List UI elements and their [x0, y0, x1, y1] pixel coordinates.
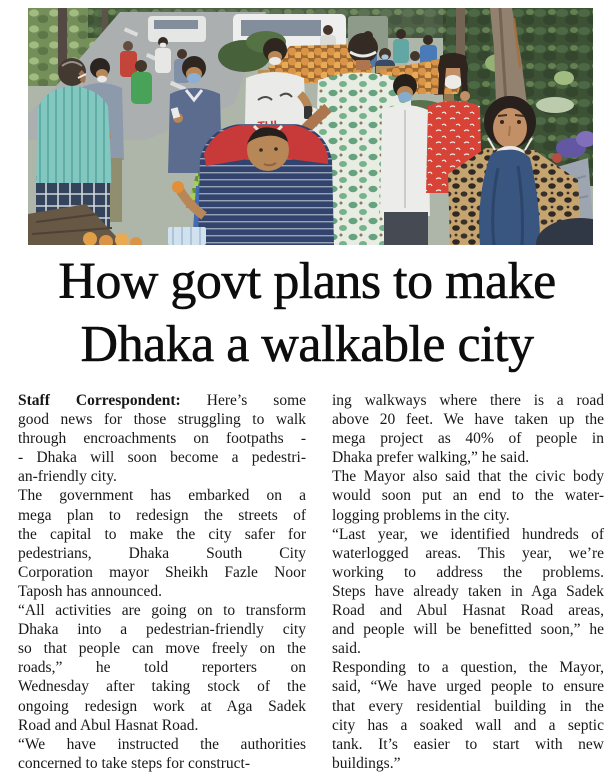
news-photo-svg	[28, 8, 593, 245]
article-line: buildings.”	[332, 754, 401, 772]
article-line: good news for those struggling to walk	[18, 411, 306, 429]
byline-bold: Staff Correspondent:	[18, 392, 181, 409]
article-line: that every residential building in the	[332, 697, 604, 715]
article-line: mega project as 40% of people in	[332, 430, 604, 448]
article-line: city has a soaked wall and a septic	[332, 716, 604, 734]
article-line: “Last year, we identified hundreds of	[332, 525, 604, 543]
article-line: Taposh has announced.	[18, 582, 162, 600]
article-line: and people will be benefitted soon,” he	[332, 621, 604, 639]
article-line: ongoing redesign work at Aga Sadek	[18, 697, 306, 715]
article-line: Road and Abul Hasnat Road areas,	[332, 602, 604, 620]
article-line: Staff Correspondent: Here’s some	[18, 392, 307, 409]
article-line: Responding to a question, the Mayor,	[332, 659, 604, 677]
article-line: mega plan to redesign the streets of	[18, 506, 306, 524]
article-line: Steps have already taken in Aga Sadek	[332, 582, 604, 600]
article-line: The Mayor also said that the civic body	[332, 468, 604, 486]
article-line: said.	[332, 640, 361, 658]
article-line: tank. It’s easier to start with new	[332, 735, 604, 753]
article-line: Road and Abul Hasnat Road.	[18, 716, 199, 734]
article-line: ing walkways where there is a road	[332, 392, 604, 409]
article-line: Wednesday after taking stock of the	[18, 678, 306, 696]
article-line: Dhaka into a pedestrian-friendly city	[18, 621, 306, 639]
article-line: said, “We have urged people to ensure	[332, 678, 604, 696]
article-line: roads,” he told reporters on	[18, 659, 306, 677]
headline-line-1: How govt plans to make	[58, 253, 556, 310]
article-line: “All activities are going on to transform	[18, 602, 306, 620]
article-line: The government has embarked on a	[18, 487, 306, 505]
article-line: waterlogged areas. This year, we’re	[332, 544, 604, 562]
article-line: working to address the problems.	[332, 563, 604, 581]
article-line: Corporation mayor Sheikh Fazle Noor	[18, 563, 306, 581]
news-photo	[28, 8, 593, 245]
article-line: “We have instructed the authorities	[18, 735, 306, 753]
headline	[0, 250, 614, 376]
article-line: Dhaka prefer walking,” he said.	[332, 449, 530, 467]
article-line: pedestrians, Dhaka South City	[18, 544, 306, 562]
headline-line-2: Dhaka a walkable city	[80, 316, 534, 373]
article-line: logging problems in the city.	[332, 506, 510, 524]
article-line: - Dhaka will soon become a pedestri-	[18, 449, 306, 467]
article-line: concerned to take steps for construct-	[18, 754, 250, 772]
article-line: so that people can move freely on the	[18, 640, 306, 658]
article-line: through encroachments on footpaths -	[18, 430, 306, 448]
article-columns	[18, 391, 604, 773]
column-right	[332, 391, 604, 773]
article-line: the capital to make the city safer for	[18, 525, 306, 543]
article-line: would soon put an end to the water-	[332, 487, 604, 505]
article-line: above 20 feet. We have taken up the	[332, 411, 604, 429]
photo-haze	[28, 8, 593, 245]
article-line: an-friendly city.	[18, 468, 117, 486]
column-left	[18, 391, 306, 773]
